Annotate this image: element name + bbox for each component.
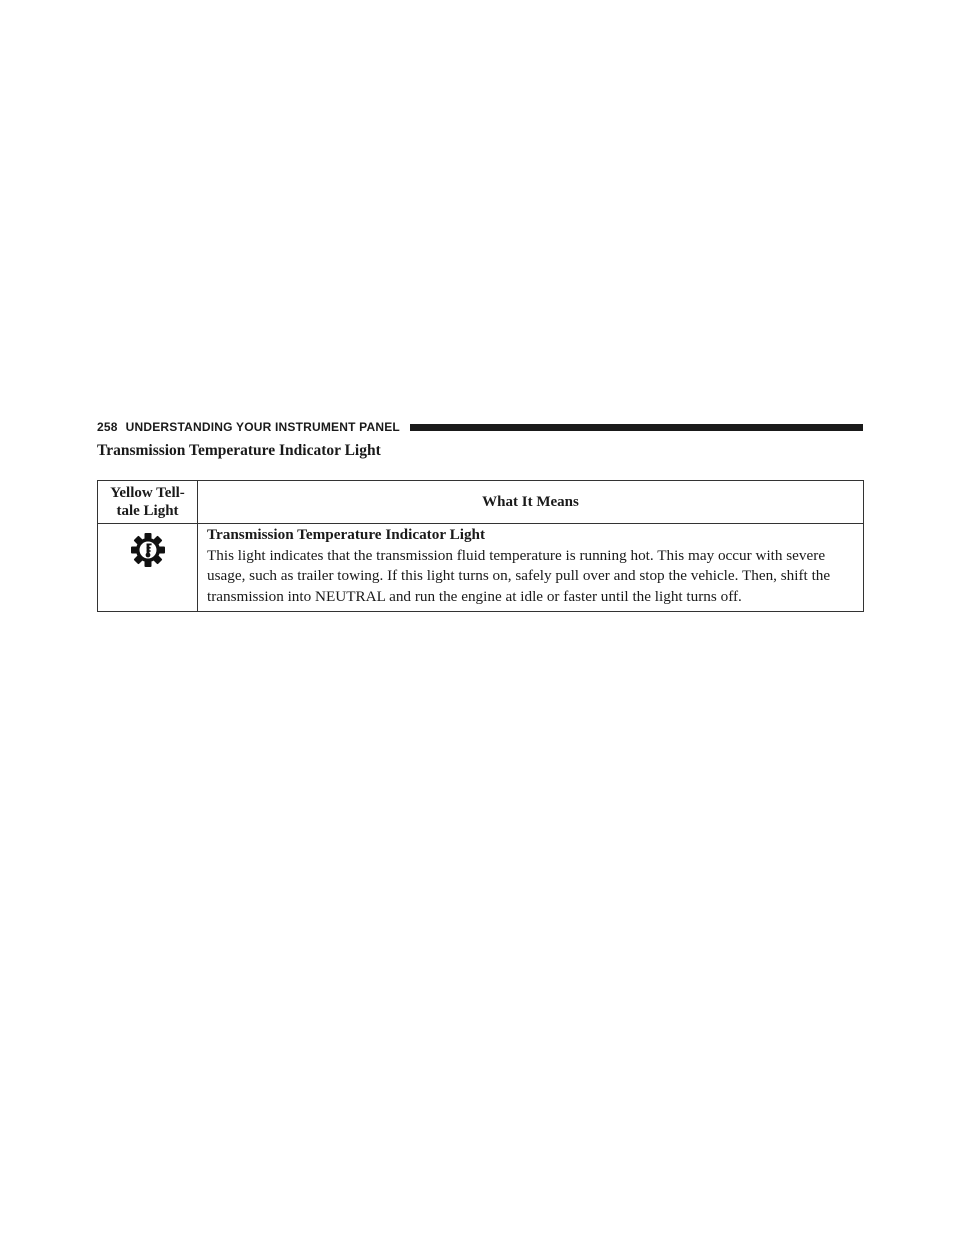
tell-tale-table <box>97 480 864 612</box>
page-header <box>97 418 863 436</box>
column-header-line-2: tale Light <box>116 503 179 519</box>
table-row <box>98 524 864 612</box>
section-heading: Transmission Temperature Indicator Light <box>97 442 381 459</box>
header-rule <box>410 424 863 431</box>
page-number: 258 <box>97 420 118 434</box>
entry-description: This light indicates that the transmission fluid temperature is running hot. This may occur with severe usage, such as trailer towing. If this light turns on, safely pull over and stop the vehicle. Then, shift the transmission into NEUTRAL and run the engine at idle or faster until the light turns off. <box>207 546 831 605</box>
transmission-temperature-gear-icon <box>126 528 170 572</box>
table-header-row <box>98 481 864 524</box>
running-title: UNDERSTANDING YOUR INSTRUMENT PANEL <box>125 420 400 434</box>
icon-cell <box>98 524 198 612</box>
description-cell <box>198 524 864 612</box>
entry-title: Transmission Temperature Indicator Light <box>207 526 486 543</box>
column-header-line-1: Yellow Tell- <box>110 485 185 501</box>
column-header-what-it-means: What It Means <box>198 481 864 524</box>
column-header-tell-tale-light <box>98 481 198 524</box>
